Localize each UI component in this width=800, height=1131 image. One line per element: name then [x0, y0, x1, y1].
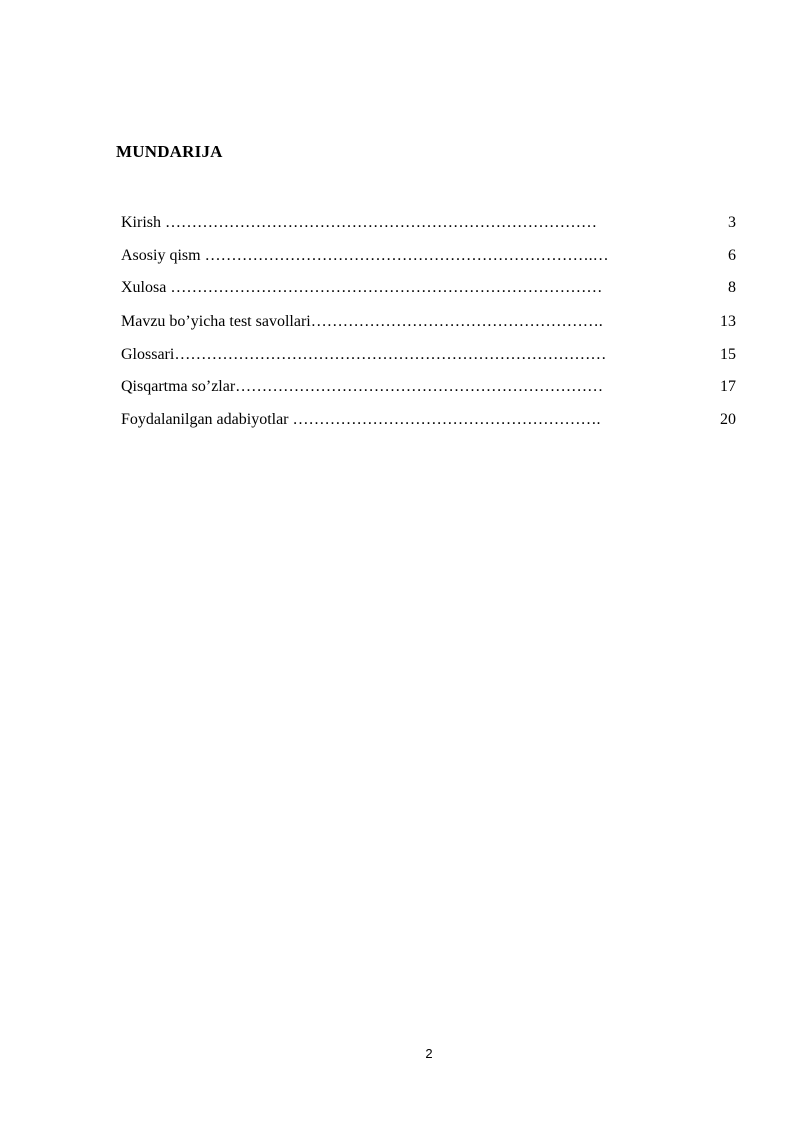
toc-entry-page: 8 [728, 279, 736, 296]
toc-entry-xulosa [121, 276, 741, 310]
toc-entry-text: Foydalanilgan adabiyotlar …………………………………………………. [121, 410, 601, 428]
toc-heading: MUNDARIJA [116, 142, 223, 161]
toc-entry-text: Kirish ……………………………………………………………………… [121, 214, 597, 231]
toc-entry-test-savollari [121, 310, 741, 343]
toc-entry-text: Xulosa ……………………………………………………………………… [121, 279, 603, 296]
toc-entry-text: Glossari……………………………………………………………………… [121, 345, 607, 363]
toc-entry-page: 17 [720, 378, 736, 395]
toc-entry-asosiy-qism [121, 244, 741, 277]
toc-entry-qisqartma-sozlar [121, 375, 741, 408]
toc-entry-page: 15 [720, 345, 736, 363]
page-number: 2 [425, 1046, 433, 1061]
table-of-contents [121, 211, 741, 440]
toc-entry-page: 3 [728, 214, 736, 231]
toc-entry-adabiyotlar [121, 408, 741, 441]
toc-entry-kirish [121, 211, 741, 244]
toc-entry-page: 13 [720, 313, 736, 330]
toc-entry-text: Mavzu bo’yicha test savollari………………………………………………. [121, 313, 603, 330]
toc-entry-glossari [121, 343, 741, 376]
toc-entry-text: Qisqartma so’zlar…………………………………………………………… [121, 378, 604, 395]
toc-entry-page: 6 [728, 246, 736, 264]
toc-entry-text: Asosiy qism ……………………………………………………………….… [121, 246, 609, 264]
toc-entry-page: 20 [720, 410, 736, 428]
